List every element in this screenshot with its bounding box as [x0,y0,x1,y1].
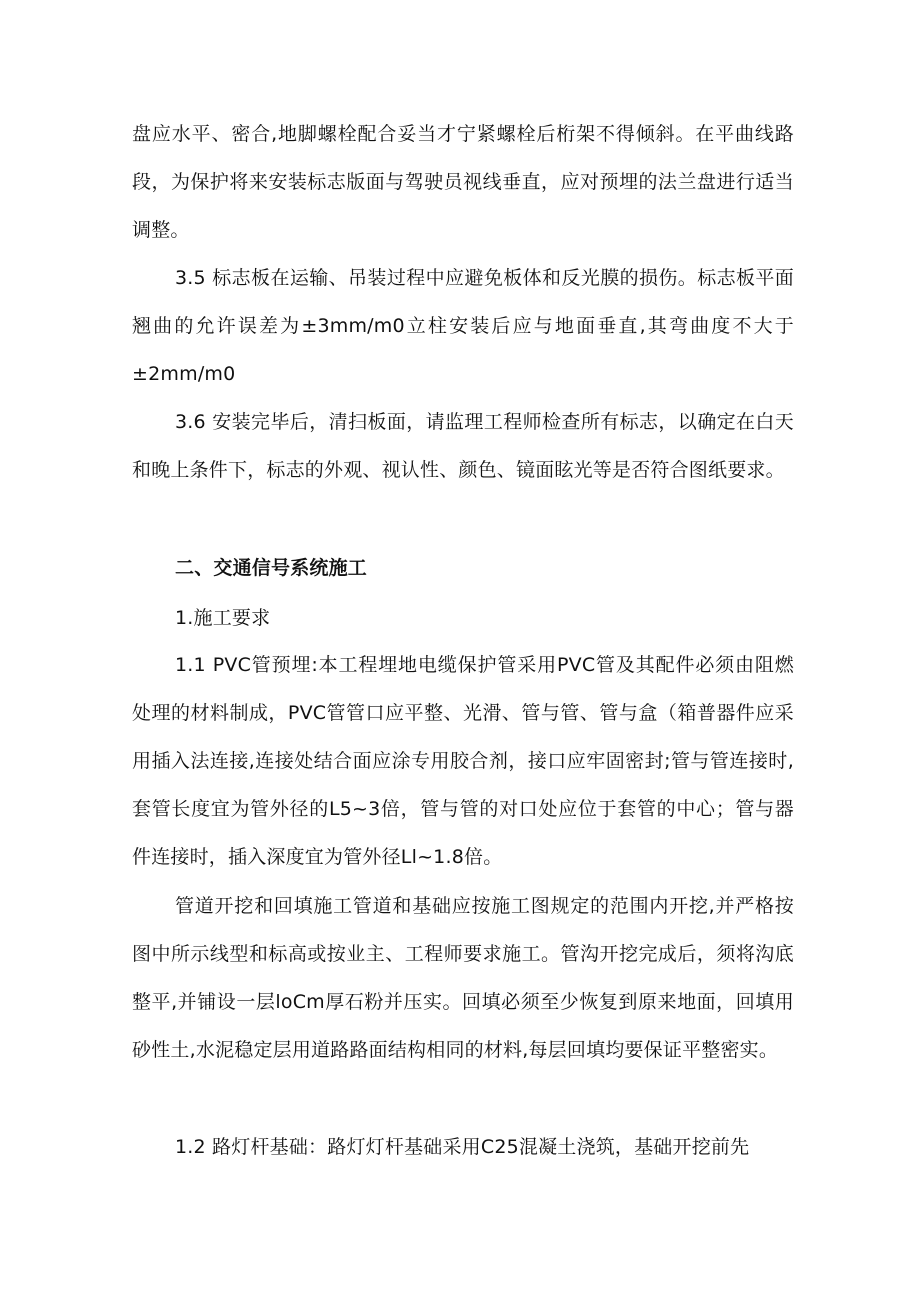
paragraph-flange-adjustment: 盘应水平、密合,地脚螺栓配合妥当才宁紧螺栓后桁架不得倾斜。在平曲线路段，为保护将来安装标志版面与驾驶员视线垂直，应对预埋的法兰盘进行适当调整。 [132,123,794,241]
paragraph-3-5: 3.5 标志板在运输、吊装过程中应避免板体和反光膜的损伤。标志板平面翘曲的允许误差为±3mm∕m0立柱安装后应与地面垂直,其弯曲度不大于±2mm∕m0 [132,267,794,385]
section-heading-traffic-signal: 二、交通信号系统施工 [175,557,368,579]
subheading-construction-requirements: 1.施工要求 [175,607,271,629]
paragraph-1-1: 1.1 PVC管预埋:本工程埋地电缆保护管采用PVC管及其配件必须由阻燃处理的材料制成，PVC管管口应平整、光滑、管与管、管与盒（箱普器件应采用插入法连接,连接处结合面应涂专用胶合剂，接口应牢固密封;管与管连接时,套管长度宜为管外径的L5~3倍，管与管的对口处应位于套管的中心；管与器件连接时，插入深度宜为管外径Ll~1.8倍。 [132,654,794,868]
paragraph-1-2: 1.2 路灯杆基础：路灯灯杆基础采用C25混凝土浇筑，基础开挖前先 [175,1136,750,1158]
paragraph-3-6: 3.6 安装完毕后，清扫板面，请监理工程师检查所有标志，以确定在白天和晚上条件下，标志的外观、视认性、颜色、镜面眩光等是否符合图纸要求。 [132,411,794,481]
paragraph-trench-backfill: 管道开挖和回填施工管道和基础应按施工图规定的范围内开挖,并严格按图中所示线型和标高或按业主、工程师要求施工。管沟开挖完成后，须将沟底整平,并铺设一层loCm厚石粉并压实。回填必须至少恢复到原来地面，回填用砂性土,水泥稳定层用道路路面结构相同的材料,每层回填均要保证平整密实。 [132,895,794,1061]
